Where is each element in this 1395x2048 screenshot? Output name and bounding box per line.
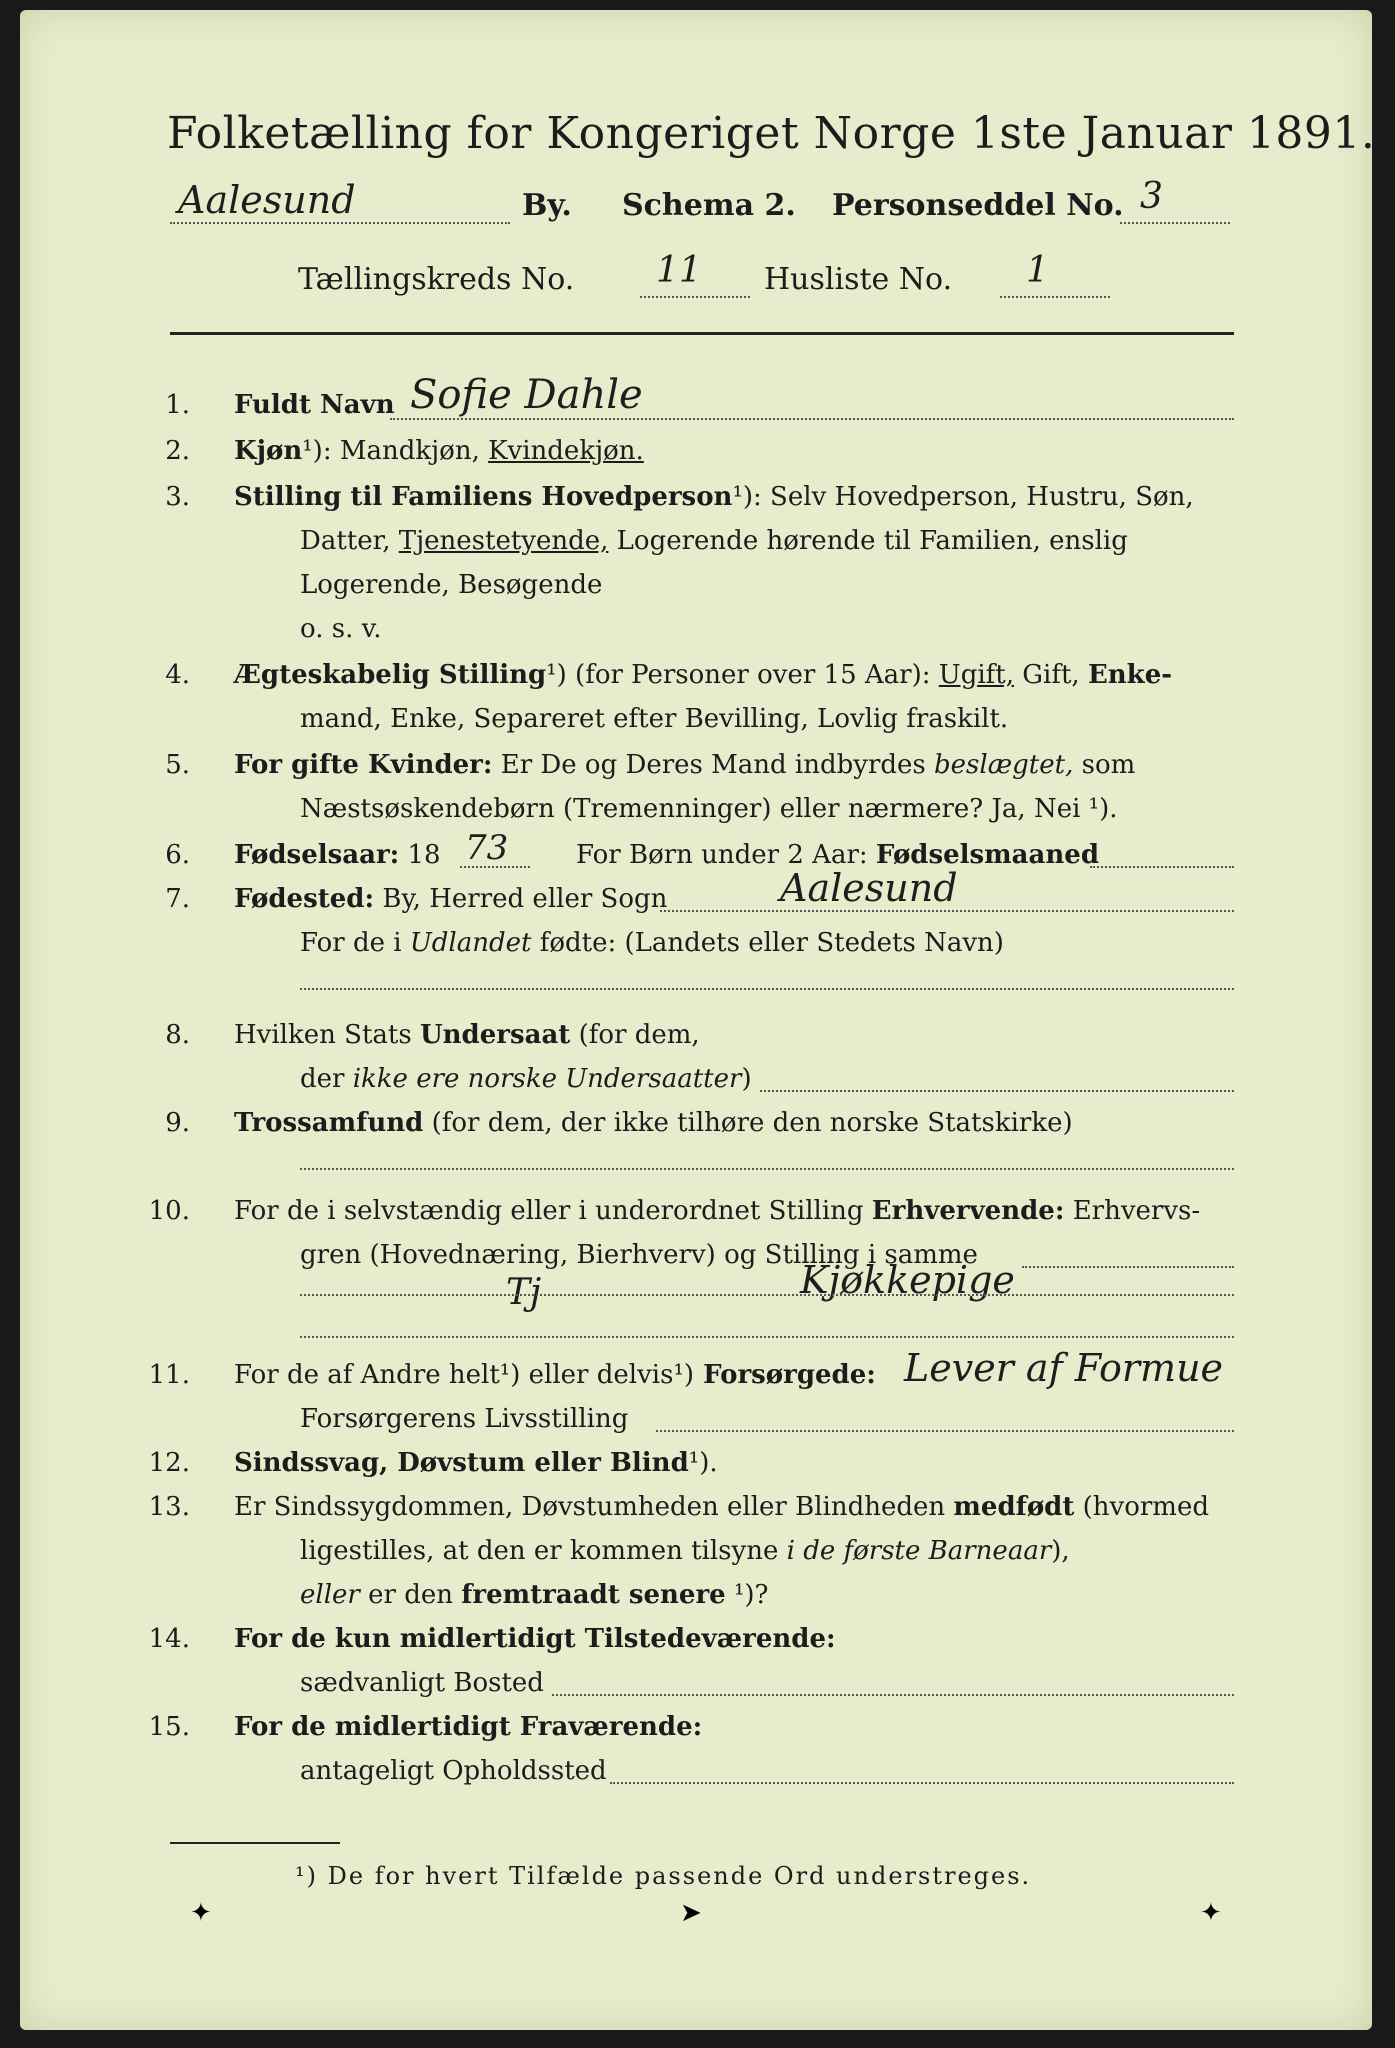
q10-answer-mark: Tj — [506, 1272, 542, 1313]
footnote-rule — [170, 1842, 340, 1844]
q3-line2 — [300, 526, 1128, 556]
husliste-label: Husliste No. — [764, 262, 953, 297]
personseddel-label: Personseddel No. — [832, 188, 1124, 223]
q4-enke: Enke- — [1087, 660, 1173, 690]
q7-line2 — [300, 928, 1004, 958]
q4-label: Ægteskabelig Stilling — [234, 660, 547, 690]
q15-number: 15. — [148, 1712, 190, 1742]
q10-number: 10. — [148, 1196, 190, 1226]
q6-rest-text: For Børn under 2 Aar: — [576, 840, 876, 870]
q4-sup: ¹) — [546, 660, 567, 690]
q13-line2 — [300, 1536, 1070, 1566]
q13-number: 13. — [148, 1492, 190, 1522]
q6-number: 6. — [165, 840, 190, 870]
q8-line1-pre: Hvilken Stats — [234, 1020, 420, 1050]
q6-year-hand: 73 — [465, 828, 509, 868]
by-label: By. — [522, 188, 572, 223]
q15-label: For de midlertidigt Fraværende: — [234, 1712, 703, 1742]
q13-medfodt: medfødt — [953, 1492, 1075, 1522]
q6-rest-bold: Fødselsmaaned — [875, 840, 1100, 870]
q8-line2-ital: ikke ere norske Undersaatter — [352, 1064, 742, 1094]
q13-line2-pre: ligestilles, at den er kommen tilsyne — [300, 1536, 787, 1566]
q5-line1 — [234, 750, 1135, 780]
q11-line1 — [234, 1360, 876, 1390]
q10-line2: gren (Hovednæring, Bierhverv) og Stilling i samme — [300, 1240, 978, 1270]
q7-line1 — [234, 884, 667, 914]
personseddel-dotted-line — [1120, 222, 1230, 224]
q12-number: 12. — [148, 1448, 190, 1478]
q13-line1-rest: (hvormed — [1074, 1492, 1209, 1522]
q8-dotted-line — [760, 1090, 1234, 1092]
q7-answer: Aalesund — [780, 866, 958, 910]
q2-line — [234, 436, 644, 466]
q6-line — [234, 840, 441, 870]
town-handwritten: Aalesund — [178, 178, 356, 222]
q15-line2: antageligt Opholdssted — [300, 1756, 607, 1786]
q10-answer: Kjøkkepige — [800, 1258, 1015, 1302]
q4-number: 4. — [165, 660, 190, 690]
personseddel-number: 3 — [1140, 176, 1163, 217]
q5-line2: Næstsøskendebørn (Tremenninger) eller nærmere? Ja, Nei ¹). — [300, 794, 1118, 824]
q4-line1-rest: (for Personer over 15 Aar): — [566, 660, 939, 690]
q14-label: For de kun midlertidigt Tilstedeværende: — [234, 1624, 836, 1654]
q12-sup: ¹). — [688, 1448, 718, 1478]
q1-answer: Sofie Dahle — [410, 372, 643, 418]
q3-line4: o. s. v. — [300, 614, 382, 644]
q14-dotted-line — [552, 1694, 1234, 1696]
q1-label: Fuldt Navn — [234, 390, 395, 420]
footnote: ¹) De for hvert Tilfælde passende Ord understreges. — [295, 1862, 1032, 1890]
q10-line1-rest: Erhvervs- — [1064, 1196, 1201, 1226]
q1-dotted-line — [390, 418, 1234, 420]
q11-line1-pre: For de af Andre helt — [234, 1360, 500, 1390]
q3-label: Stilling til Familiens Hovedperson — [234, 482, 733, 512]
q11-dotted-line — [656, 1430, 1234, 1432]
q10-erhvervende: Erhvervende: — [871, 1196, 1065, 1226]
q13-line1-pre: Er Sindssygdommen, Døvstumheden eller Blindheden — [234, 1492, 954, 1522]
q8-line2-end: ) — [741, 1064, 752, 1094]
schema-label: Schema 2. — [622, 188, 796, 223]
q13-line1 — [234, 1492, 1209, 1522]
q3-selected: Tjenestetyende, — [398, 526, 609, 556]
q7-line2-pre: For de i — [300, 928, 410, 958]
q6-label: Fødselsaar: — [234, 840, 400, 870]
q9-rest: (for dem, der ikke tilhøre den norske Statskirke) — [423, 1108, 1073, 1138]
q11-line1-mid: eller delvis — [520, 1360, 674, 1390]
q7-udlandet: Udlandet — [409, 928, 532, 958]
q2-sup: ¹) — [302, 436, 323, 466]
q7-number: 7. — [165, 884, 190, 914]
q10-answer-dotted-line — [300, 1294, 1234, 1296]
q13-line2-end: ), — [1051, 1536, 1070, 1566]
q4-line2: mand, Enke, Separeret efter Bevilling, Lovlig fraskilt. — [300, 704, 1009, 734]
q8-line2-pre: der — [300, 1064, 353, 1094]
q15-dotted-line — [610, 1782, 1234, 1784]
q7-line3-dotted — [300, 988, 1234, 990]
q7-dotted-line — [660, 910, 1234, 912]
registration-mark-center: ➤ — [680, 1898, 702, 1927]
q13-line2-ital: i de første Barneaar — [786, 1536, 1052, 1566]
q3-line3: Logerende, Besøgende — [300, 570, 603, 600]
q9-label: Trossamfund — [234, 1108, 424, 1138]
q12-line — [234, 1448, 718, 1478]
q3-line2-rest: Logerende hørende til Familien, enslig — [608, 526, 1128, 556]
q10-dotted-line — [1022, 1266, 1234, 1268]
q7-rest: By, Herred eller Sogn — [374, 884, 668, 914]
header-rule — [170, 332, 1234, 335]
q10-line1 — [234, 1196, 1200, 1226]
registration-mark-right: ✦ — [1200, 1898, 1222, 1927]
q14-line2: sædvanligt Bosted — [300, 1668, 544, 1698]
q7-line2-rest: fødte: (Landets eller Stedets Navn) — [531, 928, 1004, 958]
q10-extra-dotted-line — [300, 1336, 1234, 1338]
q5-line1-rest: Er De og Deres Mand indbyrdes — [492, 750, 935, 780]
registration-mark-left: ✦ — [190, 1898, 212, 1927]
q8-undersaat: Undersaat — [419, 1020, 571, 1050]
q6-dotted-line — [1090, 866, 1234, 868]
taellingskreds-label: Tællingskreds No. — [298, 262, 575, 297]
q13-eller: eller — [300, 1580, 360, 1610]
q12-label: Sindssvag, Døvstum eller Blind — [234, 1448, 689, 1478]
q9-line — [234, 1108, 1073, 1138]
q8-line1 — [234, 1020, 700, 1050]
husliste-dotted-line — [1000, 296, 1110, 298]
q9-dotted-line — [300, 1168, 1234, 1170]
q11-forsorgede: Forsørgede: — [694, 1360, 876, 1390]
q5-beslaegtet: beslægtet, — [934, 750, 1074, 780]
q13-fremtraadt: fremtraadt senere — [461, 1580, 726, 1610]
q4-selected: Ugift, — [938, 660, 1014, 690]
taellingskreds-dotted-line — [640, 296, 750, 298]
q3-line1 — [234, 482, 1194, 512]
q4-line1-end: Gift, — [1014, 660, 1088, 690]
town-dotted-line — [170, 222, 510, 224]
q11-sup1: ¹) — [499, 1360, 521, 1390]
q3-sup: ¹) — [732, 482, 754, 512]
q7-label: Fødested: — [234, 884, 375, 914]
q13-line3-pre: er den — [359, 1580, 462, 1610]
q8-line2 — [300, 1064, 752, 1094]
q6-year-prefix: 18 — [399, 840, 441, 870]
q3-line1-rest: : Selv Hovedperson, Hustru, Søn, — [753, 482, 1194, 512]
q4-line1 — [234, 660, 1172, 690]
taellingskreds-number: 11 — [656, 250, 702, 291]
q5-line1-end: som — [1073, 750, 1136, 780]
q11-answer: Lever af Formue — [904, 1346, 1224, 1390]
q5-label: For gifte Kvinder: — [234, 750, 493, 780]
q2-selected: Kvindekjøn. — [488, 436, 644, 466]
q9-number: 9. — [165, 1108, 190, 1138]
q1-number: 1. — [165, 390, 190, 420]
q13-line3 — [300, 1580, 768, 1610]
q3-line2-pre: Datter, — [300, 526, 399, 556]
q8-line1-rest: (for dem, — [570, 1020, 700, 1050]
husliste-number: 1 — [1026, 250, 1049, 291]
q5-number: 5. — [165, 750, 190, 780]
q2-number: 2. — [165, 436, 190, 466]
form-title: Folketælling for Kongeriget Norge 1ste Januar 1891. — [167, 108, 1376, 159]
q3-number: 3. — [165, 482, 190, 512]
q8-number: 8. — [165, 1020, 190, 1050]
q6-year-dotted-line — [460, 866, 530, 868]
q2-text: : Mandkjøn, — [322, 436, 489, 466]
q14-number: 14. — [148, 1624, 190, 1654]
census-form-sheet — [20, 10, 1376, 2030]
q10-line1-pre: For de i selvstændig eller i underordnet Stilling — [234, 1196, 872, 1226]
q13-line3-end: ¹)? — [725, 1580, 769, 1610]
q11-line2: Forsørgerens Livsstilling — [300, 1404, 629, 1434]
q2-label: Kjøn — [234, 436, 303, 466]
q11-sup2: ¹) — [673, 1360, 695, 1390]
q11-number: 11. — [148, 1360, 190, 1390]
